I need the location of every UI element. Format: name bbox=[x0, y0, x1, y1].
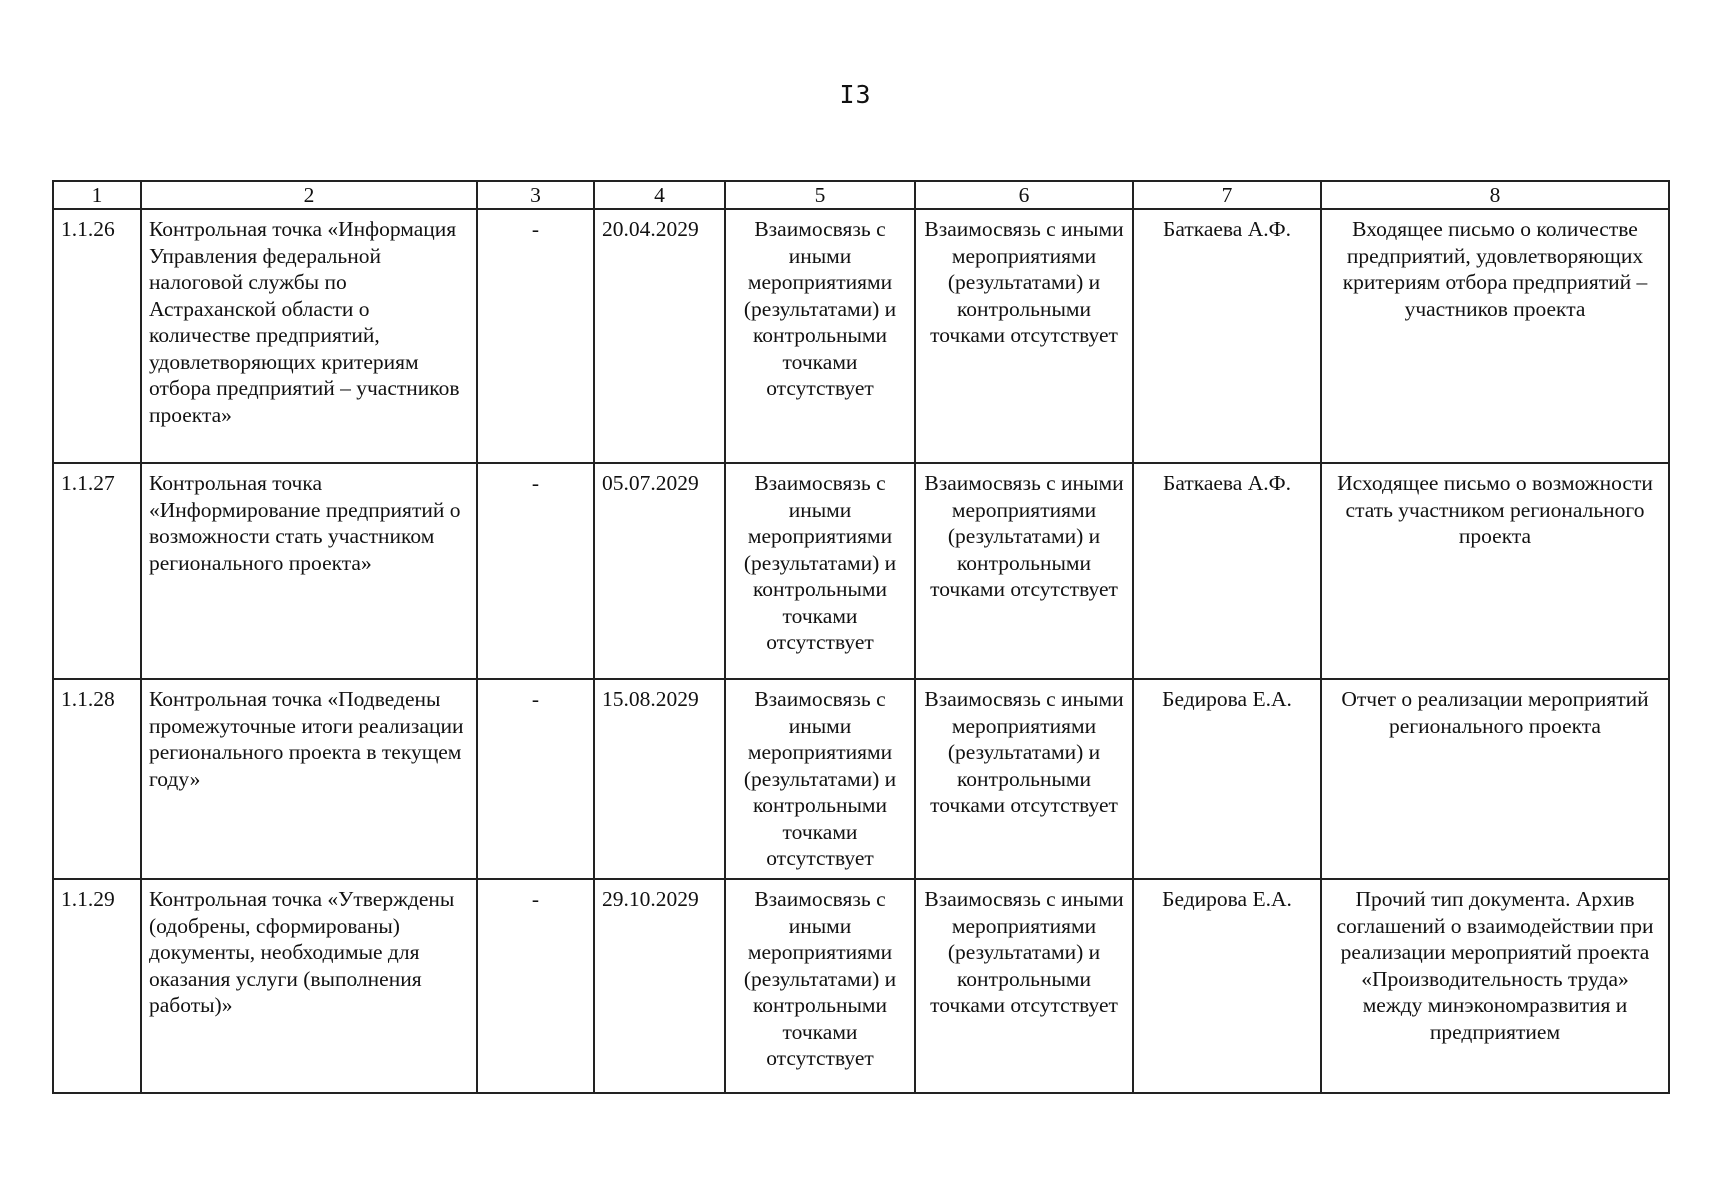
col-3-value: - bbox=[477, 209, 594, 463]
table-row bbox=[53, 679, 1669, 879]
col-5-value: Взаимосвязь с иными мероприятиями (результатами) и контрольными точками отсутствует bbox=[725, 879, 915, 1093]
header-col-7: 7 bbox=[1133, 181, 1321, 209]
header-col-6: 6 bbox=[915, 181, 1133, 209]
deadline-date: 05.07.2029 bbox=[594, 463, 725, 679]
header-col-4: 4 bbox=[594, 181, 725, 209]
col-3-value: - bbox=[477, 679, 594, 879]
col-3-value: - bbox=[477, 879, 594, 1093]
responsible-person: Бедирова Е.А. bbox=[1133, 679, 1321, 879]
table-row bbox=[53, 209, 1669, 463]
control-point-name: Контрольная точка «Утверждены (одобрены, сформированы) документы, необходимые для оказания услуги (выполнения работы)» bbox=[141, 879, 477, 1093]
col-5-value: Взаимосвязь с иными мероприятиями (результатами) и контрольными точками отсутствует bbox=[725, 463, 915, 679]
responsible-person: Баткаева А.Ф. bbox=[1133, 209, 1321, 463]
page-number: I3 bbox=[839, 80, 872, 109]
control-point-name: Контрольная точка «Информирование предприятий о возможности стать участником регионального проекта» bbox=[141, 463, 477, 679]
document-type: Отчет о реализации мероприятий регионального проекта bbox=[1321, 679, 1669, 879]
header-row bbox=[53, 181, 1669, 209]
table-body bbox=[53, 209, 1669, 1093]
table-header bbox=[53, 181, 1669, 209]
col-3-value: - bbox=[477, 463, 594, 679]
col-6-value: Взаимосвязь с иными мероприятиями (результатами) и контрольными точками отсутствует bbox=[915, 463, 1133, 679]
control-points-table bbox=[52, 180, 1670, 1094]
deadline-date: 15.08.2029 bbox=[594, 679, 725, 879]
document-type: Прочий тип документа. Архив соглашений о взаимодействии при реализации мероприятий проекта «Производительность труда» между минэкономразвития и предприятием bbox=[1321, 879, 1669, 1093]
responsible-person: Баткаева А.Ф. bbox=[1133, 463, 1321, 679]
col-5-value: Взаимосвязь с иными мероприятиями (результатами) и контрольными точками отсутствует bbox=[725, 209, 915, 463]
control-point-name: Контрольная точка «Подведены промежуточные итоги реализации регионального проекта в текущем году» bbox=[141, 679, 477, 879]
col-5-value: Взаимосвязь с иными мероприятиями (результатами) и контрольными точками отсутствует bbox=[725, 679, 915, 879]
document-type: Входящее письмо о количестве предприятий, удовлетворяющих критериям отбора предприятий – участников проекта bbox=[1321, 209, 1669, 463]
table-row bbox=[53, 463, 1669, 679]
document-type: Исходящее письмо о возможности стать участником регионального проекта bbox=[1321, 463, 1669, 679]
table-row bbox=[53, 879, 1669, 1093]
deadline-date: 20.04.2029 bbox=[594, 209, 725, 463]
row-number: 1.1.29 bbox=[53, 879, 141, 1093]
header-col-3: 3 bbox=[477, 181, 594, 209]
responsible-person: Бедирова Е.А. bbox=[1133, 879, 1321, 1093]
header-col-1: 1 bbox=[53, 181, 141, 209]
header-col-8: 8 bbox=[1321, 181, 1669, 209]
control-point-name: Контрольная точка «Информация Управления федеральной налоговой службы по Астраханской области о количестве предприятий, удовлетворяющих критериям отбора предприятий – участников проекта» bbox=[141, 209, 477, 463]
row-number: 1.1.27 bbox=[53, 463, 141, 679]
deadline-date: 29.10.2029 bbox=[594, 879, 725, 1093]
row-number: 1.1.26 bbox=[53, 209, 141, 463]
row-number: 1.1.28 bbox=[53, 679, 141, 879]
header-col-2: 2 bbox=[141, 181, 477, 209]
col-6-value: Взаимосвязь с иными мероприятиями (результатами) и контрольными точками отсутствует bbox=[915, 209, 1133, 463]
col-6-value: Взаимосвязь с иными мероприятиями (результатами) и контрольными точками отсутствует bbox=[915, 679, 1133, 879]
col-6-value: Взаимосвязь с иными мероприятиями (результатами) и контрольными точками отсутствует bbox=[915, 879, 1133, 1093]
header-col-5: 5 bbox=[725, 181, 915, 209]
